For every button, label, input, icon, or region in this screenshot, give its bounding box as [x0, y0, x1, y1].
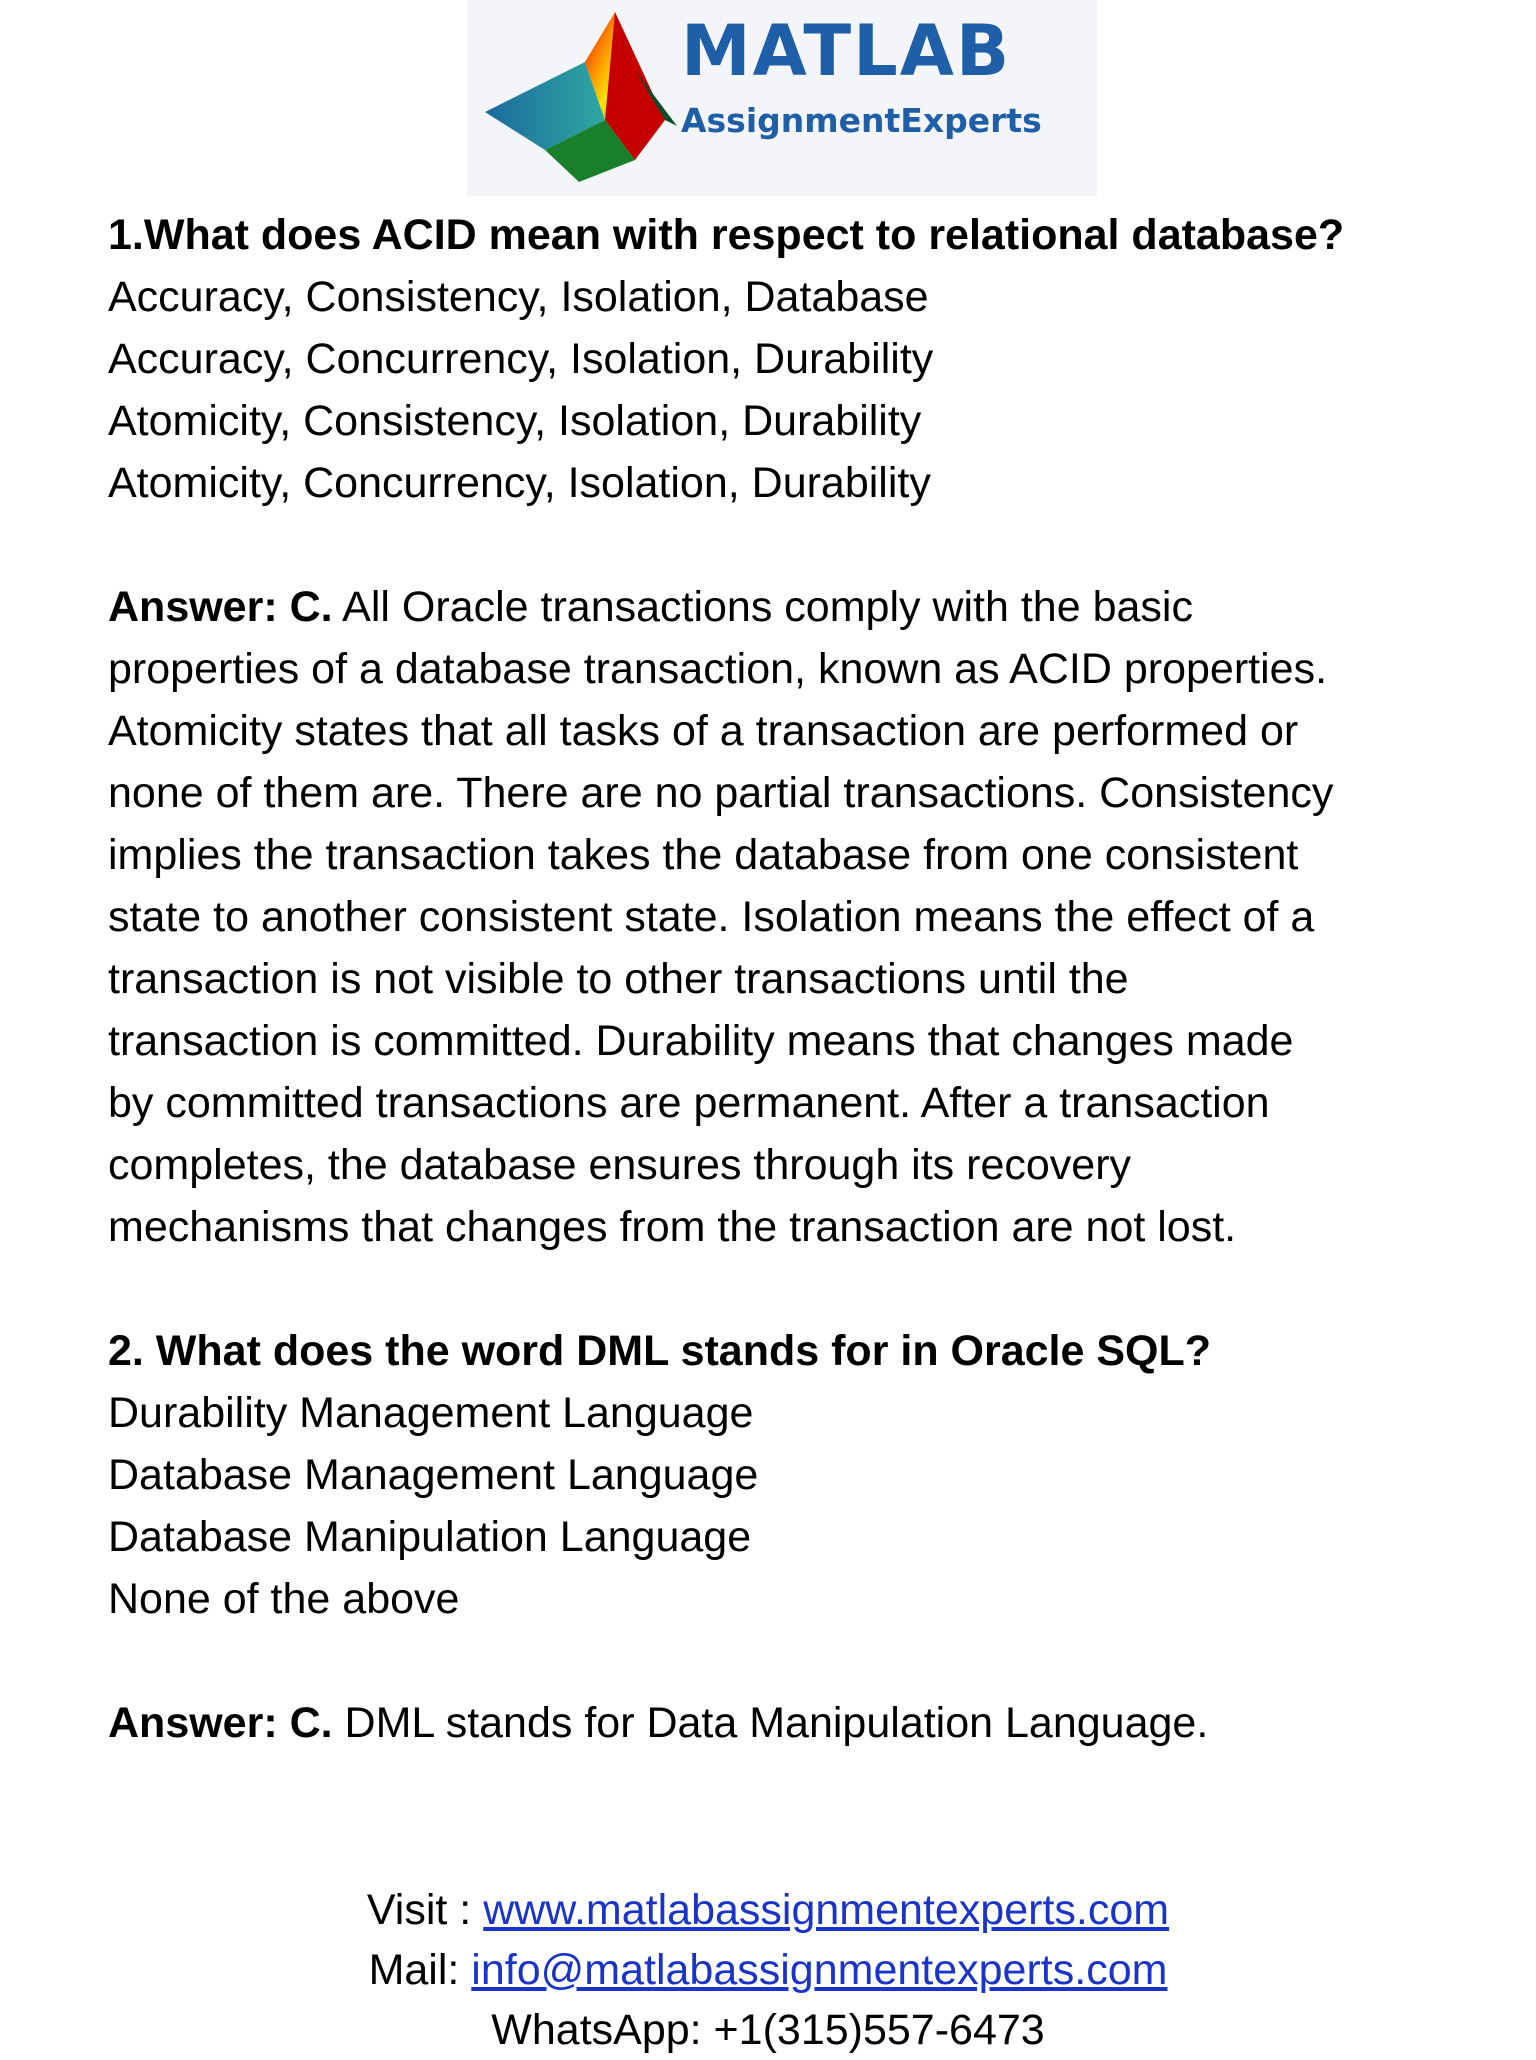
answer-2-line	[108, 1692, 1488, 1754]
question-2-option-c: Database Manipulation Language	[108, 1513, 752, 1561]
visit-label: Visit :	[366, 1886, 484, 1934]
visit-line	[0, 1880, 1536, 1940]
contact-footer	[0, 1880, 1536, 2060]
answer-1-label: Answer: C.	[108, 583, 333, 631]
answer-1-line: by committed transactions are permanent. After a transaction	[108, 1079, 1270, 1127]
question-2-option-b: Database Management Language	[108, 1451, 759, 1499]
spacer	[108, 1630, 1488, 1692]
question-1-option-d: Atomicity, Concurrency, Isolation, Durability	[108, 459, 931, 507]
spacer	[108, 514, 1488, 576]
document-body	[108, 204, 1488, 1754]
mail-label: Mail:	[368, 1946, 472, 1994]
answer-1-line: state to another consistent state. Isolation means the effect of a	[108, 893, 1315, 941]
answer-1-text: All Oracle transactions comply with the basic	[332, 583, 1193, 631]
answer-1-line	[108, 576, 1488, 638]
question-1-option-b: Accuracy, Concurrency, Isolation, Durability	[108, 335, 934, 383]
answer-1-line: implies the transaction takes the database from one consistent	[108, 831, 1299, 879]
answer-2-text: DML stands for Data Manipulation Language.	[332, 1699, 1209, 1747]
spacer	[108, 1258, 1488, 1320]
question-1-option-a: Accuracy, Consistency, Isolation, Database	[108, 273, 929, 321]
question-2-option-a: Durability Management Language	[108, 1389, 754, 1437]
answer-1-line: transaction is committed. Durability means that changes made	[108, 1017, 1294, 1065]
question-2-option-d: None of the above	[108, 1575, 460, 1623]
website-link[interactable]: www.matlabassignmentexperts.com	[483, 1886, 1170, 1934]
question-1-text: 1.What does ACID mean with respect to relational database?	[108, 211, 1345, 259]
mail-line	[0, 1940, 1536, 2000]
whatsapp-line: WhatsApp: +1(315)557-6473	[491, 2006, 1045, 2054]
question-2-text: 2. What does the word DML stands for in Oracle SQL?	[108, 1327, 1212, 1375]
question-1-option-c: Atomicity, Consistency, Isolation, Durability	[108, 397, 922, 445]
answer-1-line: mechanisms that changes from the transaction are not lost.	[108, 1203, 1237, 1251]
answer-1-line: completes, the database ensures through its recovery	[108, 1141, 1132, 1189]
logo	[467, 0, 1097, 196]
answer-2-label: Answer: C.	[108, 1699, 333, 1747]
logo-subtitle: AssignmentExperts	[681, 101, 1042, 140]
email-link[interactable]: info@matlabassignmentexperts.com	[471, 1946, 1168, 1994]
answer-1-line: none of them are. There are no partial transactions. Consistency	[108, 769, 1334, 817]
answer-1-line: Atomicity states that all tasks of a transaction are performed or	[108, 707, 1299, 755]
logo-title: MATLAB	[681, 10, 1012, 92]
answer-1-line: properties of a database transaction, known as ACID properties.	[108, 645, 1328, 693]
answer-1-line: transaction is not visible to other transactions until the	[108, 955, 1129, 1003]
